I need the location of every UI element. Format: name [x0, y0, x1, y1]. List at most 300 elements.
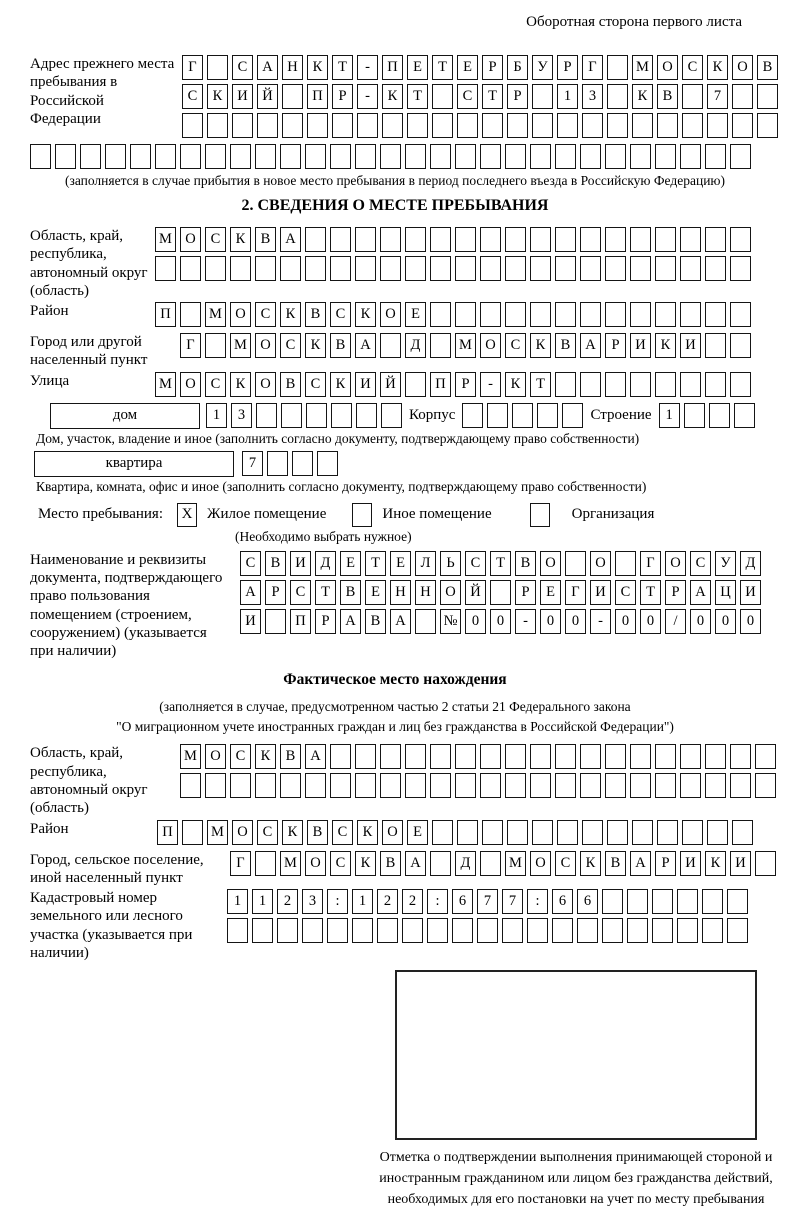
- char-cell[interactable]: А: [690, 580, 711, 605]
- char-cell[interactable]: [680, 144, 701, 169]
- char-cell[interactable]: [455, 144, 476, 169]
- char-cell[interactable]: [205, 144, 226, 169]
- char-cell[interactable]: №: [440, 609, 461, 634]
- char-cell[interactable]: С: [232, 55, 253, 80]
- char-cell[interactable]: [602, 889, 623, 914]
- char-cell[interactable]: [230, 256, 251, 281]
- char-cell[interactable]: К: [330, 372, 351, 397]
- char-cell[interactable]: [682, 113, 703, 138]
- char-cell[interactable]: [537, 403, 558, 428]
- char-cell[interactable]: С: [290, 580, 311, 605]
- char-cell[interactable]: -: [590, 609, 611, 634]
- char-cell[interactable]: [232, 113, 253, 138]
- char-cell[interactable]: Н: [282, 55, 303, 80]
- char-cell[interactable]: [255, 144, 276, 169]
- char-cell[interactable]: 3: [302, 889, 323, 914]
- char-cell[interactable]: Н: [390, 580, 411, 605]
- char-cell[interactable]: А: [405, 851, 426, 876]
- char-cell[interactable]: [405, 372, 426, 397]
- char-cell[interactable]: [380, 773, 401, 798]
- char-cell[interactable]: [480, 851, 501, 876]
- char-cell[interactable]: [532, 820, 553, 845]
- char-cell[interactable]: [180, 302, 201, 327]
- char-cell[interactable]: А: [240, 580, 261, 605]
- char-cell[interactable]: О: [180, 227, 201, 252]
- char-cell[interactable]: М: [155, 372, 176, 397]
- char-cell[interactable]: С: [182, 84, 203, 109]
- char-cell[interactable]: [657, 113, 678, 138]
- char-cell[interactable]: С: [280, 333, 301, 358]
- char-cell[interactable]: К: [705, 851, 726, 876]
- char-cell[interactable]: [380, 227, 401, 252]
- char-cell[interactable]: 0: [465, 609, 486, 634]
- char-cell[interactable]: Р: [605, 333, 626, 358]
- char-cell[interactable]: В: [307, 820, 328, 845]
- char-cell[interactable]: Г: [565, 580, 586, 605]
- char-cell[interactable]: 0: [690, 609, 711, 634]
- char-cell[interactable]: Р: [507, 84, 528, 109]
- char-cell[interactable]: О: [305, 851, 326, 876]
- char-cell[interactable]: [680, 744, 701, 769]
- char-cell[interactable]: Л: [415, 551, 436, 576]
- char-cell[interactable]: [405, 144, 426, 169]
- char-cell[interactable]: [380, 333, 401, 358]
- char-cell[interactable]: А: [355, 333, 376, 358]
- char-cell[interactable]: С: [457, 84, 478, 109]
- char-cell[interactable]: [282, 84, 303, 109]
- char-cell[interactable]: [557, 820, 578, 845]
- char-cell[interactable]: -: [480, 372, 501, 397]
- char-cell[interactable]: [680, 773, 701, 798]
- char-cell[interactable]: [30, 144, 51, 169]
- char-cell[interactable]: -: [515, 609, 536, 634]
- char-cell[interactable]: [280, 773, 301, 798]
- char-cell[interactable]: [252, 918, 273, 943]
- char-cell[interactable]: Р: [665, 580, 686, 605]
- char-cell[interactable]: [655, 144, 676, 169]
- char-cell[interactable]: С: [555, 851, 576, 876]
- char-cell[interactable]: [207, 113, 228, 138]
- char-cell[interactable]: [180, 256, 201, 281]
- char-cell[interactable]: Е: [407, 55, 428, 80]
- char-cell[interactable]: [577, 918, 598, 943]
- char-cell[interactable]: [552, 918, 573, 943]
- char-cell[interactable]: [580, 144, 601, 169]
- char-cell[interactable]: [705, 372, 726, 397]
- char-cell[interactable]: [532, 84, 553, 109]
- char-cell[interactable]: [605, 227, 626, 252]
- char-cell[interactable]: К: [255, 744, 276, 769]
- char-cell[interactable]: [705, 227, 726, 252]
- char-cell[interactable]: Т: [407, 84, 428, 109]
- char-cell[interactable]: [530, 256, 551, 281]
- char-cell[interactable]: [455, 744, 476, 769]
- char-cell[interactable]: А: [257, 55, 278, 80]
- char-cell[interactable]: Й: [465, 580, 486, 605]
- char-cell[interactable]: [355, 256, 376, 281]
- char-cell[interactable]: [732, 820, 753, 845]
- char-cell[interactable]: М: [280, 851, 301, 876]
- char-cell[interactable]: -: [357, 55, 378, 80]
- char-cell[interactable]: К: [207, 84, 228, 109]
- char-cell[interactable]: [727, 918, 748, 943]
- char-cell[interactable]: А: [390, 609, 411, 634]
- char-cell[interactable]: Р: [482, 55, 503, 80]
- char-cell[interactable]: И: [290, 551, 311, 576]
- char-cell[interactable]: [332, 113, 353, 138]
- char-cell[interactable]: П: [307, 84, 328, 109]
- char-cell[interactable]: К: [707, 55, 728, 80]
- char-cell[interactable]: 7: [502, 889, 523, 914]
- char-cell[interactable]: М: [180, 744, 201, 769]
- char-cell[interactable]: [505, 256, 526, 281]
- char-cell[interactable]: [732, 113, 753, 138]
- char-cell[interactable]: К: [355, 302, 376, 327]
- char-cell[interactable]: [630, 773, 651, 798]
- char-cell[interactable]: [330, 773, 351, 798]
- char-cell[interactable]: [627, 918, 648, 943]
- char-cell[interactable]: 3: [231, 403, 252, 428]
- char-cell[interactable]: [630, 144, 651, 169]
- char-cell[interactable]: [355, 144, 376, 169]
- char-cell[interactable]: [530, 744, 551, 769]
- char-cell[interactable]: [555, 256, 576, 281]
- char-cell[interactable]: [755, 773, 776, 798]
- char-cell[interactable]: [730, 744, 751, 769]
- char-cell[interactable]: 1: [252, 889, 273, 914]
- char-cell[interactable]: [707, 820, 728, 845]
- char-cell[interactable]: [605, 302, 626, 327]
- char-cell[interactable]: С: [230, 744, 251, 769]
- char-cell[interactable]: [707, 113, 728, 138]
- char-cell[interactable]: [405, 773, 426, 798]
- char-cell[interactable]: [352, 918, 373, 943]
- char-cell[interactable]: [430, 773, 451, 798]
- char-cell[interactable]: В: [255, 227, 276, 252]
- char-cell[interactable]: [357, 113, 378, 138]
- char-cell[interactable]: [602, 918, 623, 943]
- char-cell[interactable]: [407, 113, 428, 138]
- char-cell[interactable]: В: [305, 302, 326, 327]
- char-cell[interactable]: [457, 820, 478, 845]
- char-cell[interactable]: [480, 744, 501, 769]
- char-cell[interactable]: [256, 403, 277, 428]
- char-cell[interactable]: О: [440, 580, 461, 605]
- char-cell[interactable]: С: [615, 580, 636, 605]
- char-cell[interactable]: [207, 55, 228, 80]
- char-cell[interactable]: [182, 820, 203, 845]
- char-cell[interactable]: [182, 113, 203, 138]
- char-cell[interactable]: О: [732, 55, 753, 80]
- char-cell[interactable]: 0: [640, 609, 661, 634]
- char-cell[interactable]: [430, 256, 451, 281]
- char-cell[interactable]: Е: [405, 302, 426, 327]
- char-cell[interactable]: Е: [340, 551, 361, 576]
- char-cell[interactable]: Р: [557, 55, 578, 80]
- char-cell[interactable]: [505, 144, 526, 169]
- char-cell[interactable]: [580, 744, 601, 769]
- char-cell[interactable]: [555, 744, 576, 769]
- char-cell[interactable]: П: [382, 55, 403, 80]
- char-cell[interactable]: Ц: [715, 580, 736, 605]
- char-cell[interactable]: А: [340, 609, 361, 634]
- checkbox-residential[interactable]: X: [177, 503, 197, 527]
- char-cell[interactable]: [702, 918, 723, 943]
- char-cell[interactable]: [330, 227, 351, 252]
- char-cell[interactable]: К: [530, 333, 551, 358]
- char-cell[interactable]: 2: [402, 889, 423, 914]
- char-cell[interactable]: [730, 773, 751, 798]
- char-cell[interactable]: О: [530, 851, 551, 876]
- char-cell[interactable]: 0: [740, 609, 761, 634]
- char-cell[interactable]: [482, 113, 503, 138]
- char-cell[interactable]: С: [305, 372, 326, 397]
- char-cell[interactable]: В: [340, 580, 361, 605]
- house-type-box[interactable]: дом: [50, 403, 200, 429]
- char-cell[interactable]: [684, 403, 705, 428]
- char-cell[interactable]: А: [280, 227, 301, 252]
- char-cell[interactable]: О: [230, 302, 251, 327]
- char-cell[interactable]: [734, 403, 755, 428]
- char-cell[interactable]: [730, 144, 751, 169]
- char-cell[interactable]: [682, 84, 703, 109]
- char-cell[interactable]: С: [255, 302, 276, 327]
- char-cell[interactable]: Е: [540, 580, 561, 605]
- char-cell[interactable]: [680, 372, 701, 397]
- char-cell[interactable]: [257, 113, 278, 138]
- char-cell[interactable]: [530, 773, 551, 798]
- char-cell[interactable]: 1: [557, 84, 578, 109]
- char-cell[interactable]: И: [740, 580, 761, 605]
- char-cell[interactable]: [705, 744, 726, 769]
- char-cell[interactable]: [632, 113, 653, 138]
- char-cell[interactable]: [305, 256, 326, 281]
- char-cell[interactable]: 0: [615, 609, 636, 634]
- char-cell[interactable]: И: [680, 851, 701, 876]
- char-cell[interactable]: [580, 372, 601, 397]
- char-cell[interactable]: Т: [432, 55, 453, 80]
- char-cell[interactable]: [605, 144, 626, 169]
- char-cell[interactable]: [709, 403, 730, 428]
- char-cell[interactable]: [205, 256, 226, 281]
- char-cell[interactable]: [457, 113, 478, 138]
- char-cell[interactable]: С: [257, 820, 278, 845]
- char-cell[interactable]: Д: [455, 851, 476, 876]
- char-cell[interactable]: [430, 333, 451, 358]
- char-cell[interactable]: [657, 820, 678, 845]
- char-cell[interactable]: [677, 918, 698, 943]
- char-cell[interactable]: Н: [415, 580, 436, 605]
- char-cell[interactable]: [655, 372, 676, 397]
- char-cell[interactable]: [292, 451, 313, 476]
- char-cell[interactable]: Д: [315, 551, 336, 576]
- char-cell[interactable]: [532, 113, 553, 138]
- char-cell[interactable]: 1: [206, 403, 227, 428]
- char-cell[interactable]: 3: [582, 84, 603, 109]
- char-cell[interactable]: [477, 918, 498, 943]
- char-cell[interactable]: Г: [182, 55, 203, 80]
- char-cell[interactable]: [306, 403, 327, 428]
- char-cell[interactable]: :: [527, 889, 548, 914]
- char-cell[interactable]: [632, 820, 653, 845]
- char-cell[interactable]: [80, 144, 101, 169]
- char-cell[interactable]: Е: [407, 820, 428, 845]
- char-cell[interactable]: У: [715, 551, 736, 576]
- char-cell[interactable]: В: [280, 372, 301, 397]
- char-cell[interactable]: 6: [452, 889, 473, 914]
- char-cell[interactable]: 1: [227, 889, 248, 914]
- char-cell[interactable]: [155, 144, 176, 169]
- char-cell[interactable]: М: [505, 851, 526, 876]
- char-cell[interactable]: [380, 144, 401, 169]
- char-cell[interactable]: М: [207, 820, 228, 845]
- char-cell[interactable]: И: [232, 84, 253, 109]
- char-cell[interactable]: С: [690, 551, 711, 576]
- char-cell[interactable]: [680, 256, 701, 281]
- char-cell[interactable]: [380, 744, 401, 769]
- char-cell[interactable]: [630, 372, 651, 397]
- char-cell[interactable]: [105, 144, 126, 169]
- char-cell[interactable]: [652, 918, 673, 943]
- char-cell[interactable]: В: [657, 84, 678, 109]
- char-cell[interactable]: [705, 256, 726, 281]
- char-cell[interactable]: М: [632, 55, 653, 80]
- char-cell[interactable]: [565, 551, 586, 576]
- char-cell[interactable]: И: [730, 851, 751, 876]
- char-cell[interactable]: К: [357, 820, 378, 845]
- char-cell[interactable]: [705, 773, 726, 798]
- char-cell[interactable]: [327, 918, 348, 943]
- char-cell[interactable]: М: [155, 227, 176, 252]
- char-cell[interactable]: [405, 256, 426, 281]
- char-cell[interactable]: [557, 113, 578, 138]
- char-cell[interactable]: К: [355, 851, 376, 876]
- char-cell[interactable]: Р: [265, 580, 286, 605]
- char-cell[interactable]: [430, 851, 451, 876]
- char-cell[interactable]: [430, 302, 451, 327]
- char-cell[interactable]: [305, 144, 326, 169]
- char-cell[interactable]: [630, 227, 651, 252]
- char-cell[interactable]: [605, 372, 626, 397]
- char-cell[interactable]: [607, 113, 628, 138]
- char-cell[interactable]: [227, 918, 248, 943]
- char-cell[interactable]: Е: [457, 55, 478, 80]
- char-cell[interactable]: [330, 256, 351, 281]
- char-cell[interactable]: [530, 302, 551, 327]
- char-cell[interactable]: К: [280, 302, 301, 327]
- char-cell[interactable]: [355, 773, 376, 798]
- char-cell[interactable]: П: [430, 372, 451, 397]
- char-cell[interactable]: П: [155, 302, 176, 327]
- char-cell[interactable]: Г: [640, 551, 661, 576]
- char-cell[interactable]: [512, 403, 533, 428]
- char-cell[interactable]: [580, 227, 601, 252]
- char-cell[interactable]: [630, 302, 651, 327]
- char-cell[interactable]: 7: [242, 451, 263, 476]
- char-cell[interactable]: [680, 227, 701, 252]
- char-cell[interactable]: В: [280, 744, 301, 769]
- char-cell[interactable]: [562, 403, 583, 428]
- char-cell[interactable]: [480, 302, 501, 327]
- char-cell[interactable]: [302, 918, 323, 943]
- char-cell[interactable]: [205, 333, 226, 358]
- char-cell[interactable]: [155, 256, 176, 281]
- char-cell[interactable]: [480, 773, 501, 798]
- char-cell[interactable]: [267, 451, 288, 476]
- char-cell[interactable]: [462, 403, 483, 428]
- char-cell[interactable]: Ь: [440, 551, 461, 576]
- char-cell[interactable]: Р: [455, 372, 476, 397]
- char-cell[interactable]: [415, 609, 436, 634]
- char-cell[interactable]: [730, 227, 751, 252]
- char-cell[interactable]: [230, 773, 251, 798]
- char-cell[interactable]: [705, 144, 726, 169]
- char-cell[interactable]: [452, 918, 473, 943]
- char-cell[interactable]: К: [230, 227, 251, 252]
- char-cell[interactable]: [757, 84, 778, 109]
- char-cell[interactable]: Р: [655, 851, 676, 876]
- char-cell[interactable]: О: [205, 744, 226, 769]
- char-cell[interactable]: С: [332, 820, 353, 845]
- char-cell[interactable]: [507, 113, 528, 138]
- char-cell[interactable]: Д: [405, 333, 426, 358]
- char-cell[interactable]: С: [205, 372, 226, 397]
- char-cell[interactable]: [317, 451, 338, 476]
- char-cell[interactable]: [230, 144, 251, 169]
- char-cell[interactable]: [432, 84, 453, 109]
- char-cell[interactable]: [455, 302, 476, 327]
- char-cell[interactable]: 1: [659, 403, 680, 428]
- char-cell[interactable]: Т: [640, 580, 661, 605]
- char-cell[interactable]: [405, 227, 426, 252]
- char-cell[interactable]: [627, 889, 648, 914]
- char-cell[interactable]: [507, 820, 528, 845]
- char-cell[interactable]: [702, 889, 723, 914]
- char-cell[interactable]: А: [580, 333, 601, 358]
- char-cell[interactable]: [180, 144, 201, 169]
- char-cell[interactable]: [757, 113, 778, 138]
- char-cell[interactable]: [455, 256, 476, 281]
- char-cell[interactable]: Г: [180, 333, 201, 358]
- char-cell[interactable]: [605, 744, 626, 769]
- char-cell[interactable]: [527, 918, 548, 943]
- char-cell[interactable]: Й: [380, 372, 401, 397]
- char-cell[interactable]: С: [330, 851, 351, 876]
- char-cell[interactable]: К: [305, 333, 326, 358]
- char-cell[interactable]: В: [330, 333, 351, 358]
- char-cell[interactable]: [607, 55, 628, 80]
- char-cell[interactable]: С: [465, 551, 486, 576]
- char-cell[interactable]: 6: [577, 889, 598, 914]
- char-cell[interactable]: [607, 84, 628, 109]
- char-cell[interactable]: :: [427, 889, 448, 914]
- char-cell[interactable]: Р: [515, 580, 536, 605]
- char-cell[interactable]: Т: [315, 580, 336, 605]
- char-cell[interactable]: О: [232, 820, 253, 845]
- char-cell[interactable]: П: [290, 609, 311, 634]
- char-cell[interactable]: [455, 227, 476, 252]
- char-cell[interactable]: [630, 256, 651, 281]
- char-cell[interactable]: Т: [490, 551, 511, 576]
- char-cell[interactable]: [330, 744, 351, 769]
- char-cell[interactable]: [255, 851, 276, 876]
- char-cell[interactable]: К: [307, 55, 328, 80]
- char-cell[interactable]: [330, 144, 351, 169]
- char-cell[interactable]: И: [680, 333, 701, 358]
- char-cell[interactable]: [380, 256, 401, 281]
- char-cell[interactable]: 1: [352, 889, 373, 914]
- char-cell[interactable]: В: [757, 55, 778, 80]
